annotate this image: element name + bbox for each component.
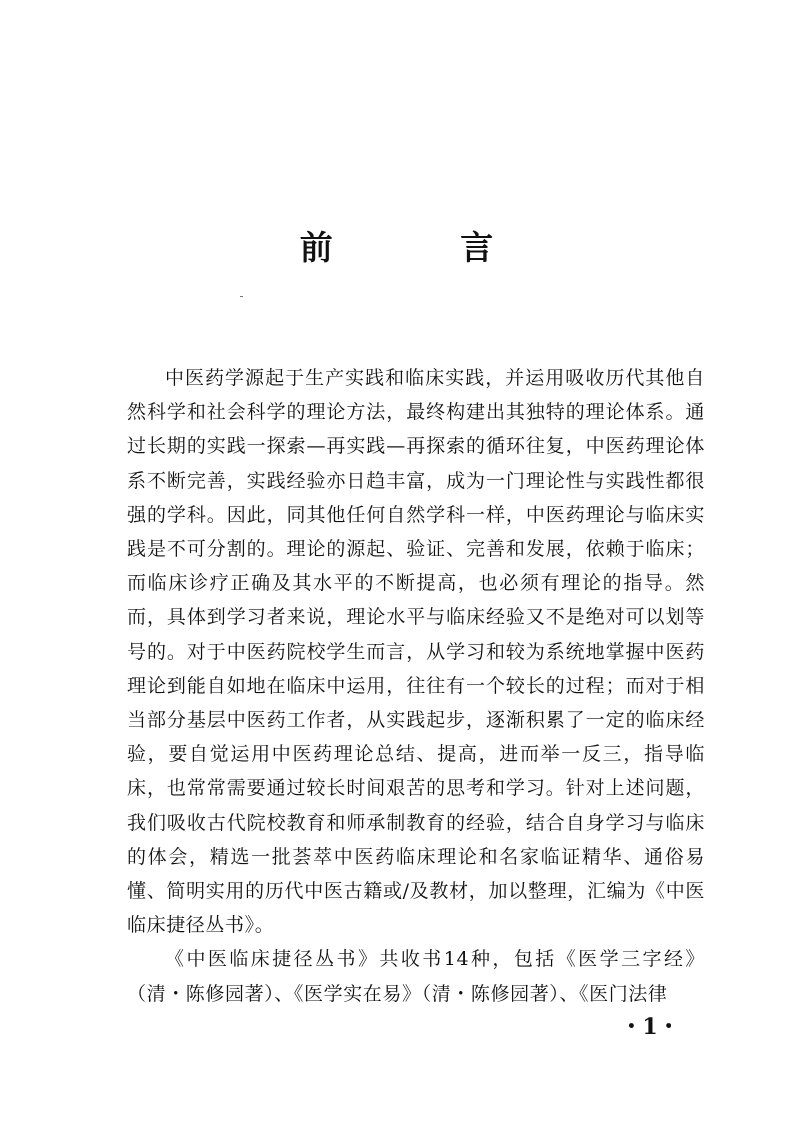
- paragraph-2: 《中医临床捷径丛书》共收书14种，包括《医学三字经》（清・陈修园著）、《医学实在易》（清・陈修园著）、《医门法律: [127, 948, 705, 1005]
- page-title: 前 言: [299, 228, 552, 267]
- body-text: [127, 361, 705, 1011]
- scan-speck: [240, 296, 243, 297]
- paragraph-1: 中医药学源起于生产实践和临床实践，并运用吸收历代其他自然科学和社会科学的理论方法，最终构建出其独特的理论体系。通过长期的实践一探索—再实践—再探索的循环往复，中医药理论体系不断完善，实践经验亦日趋丰富，成为一门理论性与实践性都很强的学科。因此，同其他任何自然学科一样，中医药理论与临床实践是不可分割的。理论的源起、验证、完善和发展，依赖于临床；而临床诊疗正确及其水平的不断提高，也必须有理论的指导。然而，具体到学习者来说，理论水平与临床经验又不是绝对可以划等号的。对于中医药院校学生而言，从学习和较为系统地掌握中医药理论到能自如地在临床中运用，往往有一个较长的过程；而对于相当部分基层中医药工作者，从实践起步，逐渐积累了一定的临床经验，要自觉运用中医药理论总结、提高，进而举一反三，指导临床，也常常需要通过较长时间艰苦的思考和学习。针对上述问题，我们吸收古代院校教育和师承制教育的经验，结合自身学习与临床的体会，精选一批荟萃中医药临床理论和名家临证精华、通俗易懂、简明实用的历代中医古籍或/及教材，加以整理，汇编为《中医临床捷径丛书》。: [127, 367, 705, 937]
- page-number: ・1・: [620, 1014, 680, 1040]
